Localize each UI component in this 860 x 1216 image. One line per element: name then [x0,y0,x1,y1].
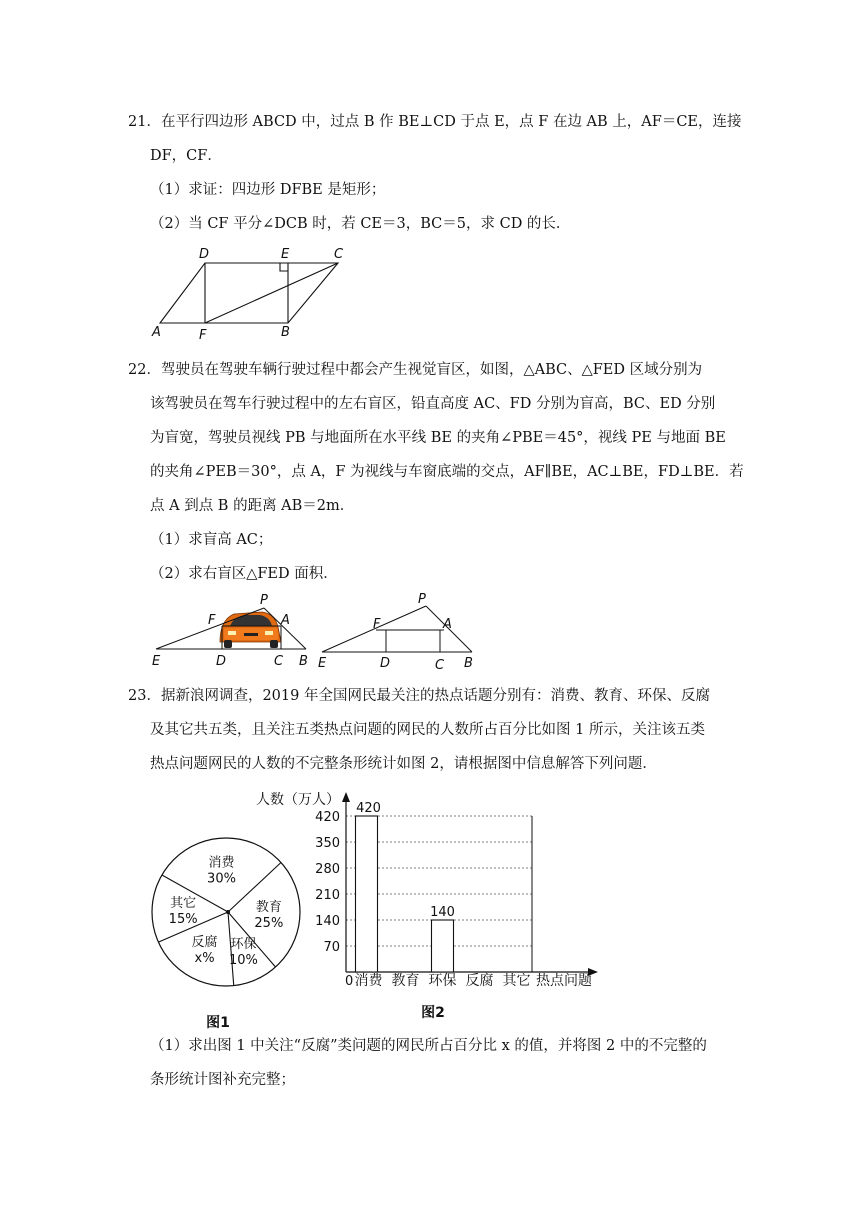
fig2-caption: 图2 [421,1005,445,1021]
pie-slice-4-percent: x% [194,951,215,967]
pie-slice-5-percent: 15% [168,911,198,927]
x-category-label-4: 反腐 [465,973,494,989]
q22b-label-b: B [464,656,473,670]
q22b-label-c: C [435,658,445,670]
x-category-label-5: 其它 [502,973,531,989]
bar-1 [356,816,378,972]
q21-line-1: 21．在平行四边形 ABCD 中，过点 B 作 BE⊥CD 于点 E，点 F 在边 AB 上，AF＝CE，连接 [128,114,742,130]
q21-part-1: （1）求证：四边形 DFBE 是矩形； [150,182,386,198]
q22b-label-e: E [318,656,327,670]
y-axis-label: 人数（万人） [256,792,340,808]
pie-slice-2-name: 教育 [255,900,282,916]
pie-slice-1-percent: 30% [207,871,236,887]
q22a-label-f: F [208,613,216,628]
q22a-label-a: A [281,613,290,628]
bar-chart [250,784,610,1024]
bar-3-value-label: 140 [430,905,455,920]
q21-label-f: F [199,328,207,343]
q21-label-a: A [152,325,161,340]
car-illustration [220,612,281,648]
q22-line-1: 22．驾驶员在驾驶车辆行驶过程中都会产生视觉盲区，如图，△ABC、△FED 区域分别为 [128,362,703,378]
bar-1-value-label: 420 [356,801,381,816]
q22a-label-e: E [152,654,161,669]
y-tick-label-420: 420 [315,810,340,825]
q23-line-3: 热点问题网民的人数的不完整条形统计如图 2，请根据图中信息解答下列问题． [150,756,657,772]
y-tick-label-350: 350 [315,836,340,851]
q21-label-e: E [281,247,290,262]
q22b-label-a: A [443,617,452,632]
q22-line-4: 的夹角∠PEB＝30°，点 A，F 为视线与车窗底端的交点，AF∥BE，AC⊥BE，FD⊥BE．若 [150,464,744,480]
q22b-label-p: P [418,592,426,607]
pie-slice-4-name: 反腐 [191,935,218,951]
q22-part-1: （1）求盲高 AC； [150,532,273,548]
q22a-label-c: C [274,654,284,669]
x-category-label-3: 环保 [428,973,457,989]
q22a-label-p: P [260,593,268,608]
q22-line-5: 点 A 到点 B 的距离 AB＝2m． [150,498,355,514]
pie-slice-5-name: 其它 [170,895,197,911]
q21-part-2: （2）当 CF 平分∠DCB 时，若 CE＝3，BC＝5，求 CD 的长． [150,216,571,232]
q22a-label-b: B [299,654,308,669]
q23-line-2: 及其它共五类，且关注五类热点问题的网民的人数所占百分比如图 1 所示，关注该五类 [150,722,705,738]
pie-slice-2-percent: 25% [254,916,284,932]
q23-part-1-line-2: 条形统计图补充完整； [150,1072,295,1088]
q21-label-c: C [334,247,344,262]
x-axis-label: 热点问题 [536,973,592,989]
y-tick-label-210: 210 [315,888,340,903]
pie-slice-3-percent: 10% [229,953,258,969]
y-axis-arrow [342,792,350,802]
q22-line-3: 为盲宽，驾驶员视线 PB 与地面所在水平线 BE 的夹角∠PBE＝45°，视线 PE 与地面 BE [150,430,726,446]
pie-slice-3-name: 环保 [230,937,257,953]
x-category-label-2: 教育 [391,973,420,989]
y-tick-label-70: 70 [323,940,340,955]
origin-label: 0 [345,974,354,989]
q21-line-2: DF，CF． [150,148,222,164]
q23-line-1: 23．据新浪网调查，2019 年全国网民最关注的热点话题分别有：消费、教育、环保、反腐 [128,688,710,704]
y-tick-label-140: 140 [315,914,340,929]
q22-geometry-figure [316,592,486,670]
q21-label-b: B [281,325,290,340]
pie-slice-1-name: 消费 [208,855,235,871]
fig1-caption: 图1 [206,1015,230,1031]
q22b-label-d: D [380,656,391,670]
q21-parallelogram-figure [150,243,350,343]
q22-line-2: 该驾驶员在驾车行驶过程中的左右盲区，铅直高度 AC、FD 分别为盲高，BC、ED 分别 [150,396,716,412]
q22a-label-d: D [216,654,227,669]
pie-center-dot [226,910,230,914]
q22b-label-f: F [373,617,381,632]
q22-part-2: （2）求右盲区△FED 面积． [150,566,338,582]
x-category-label-1: 消费 [354,973,383,989]
q22-car-figure [150,592,325,670]
q23-part-1-line-1: （1）求出图 1 中关注“反腐”类问题的网民所占百分比 x 的值，并将图 2 中的不完整的 [150,1038,707,1054]
y-tick-label-280: 280 [315,862,340,877]
bar-3 [432,920,454,972]
q21-label-d: D [199,247,210,262]
